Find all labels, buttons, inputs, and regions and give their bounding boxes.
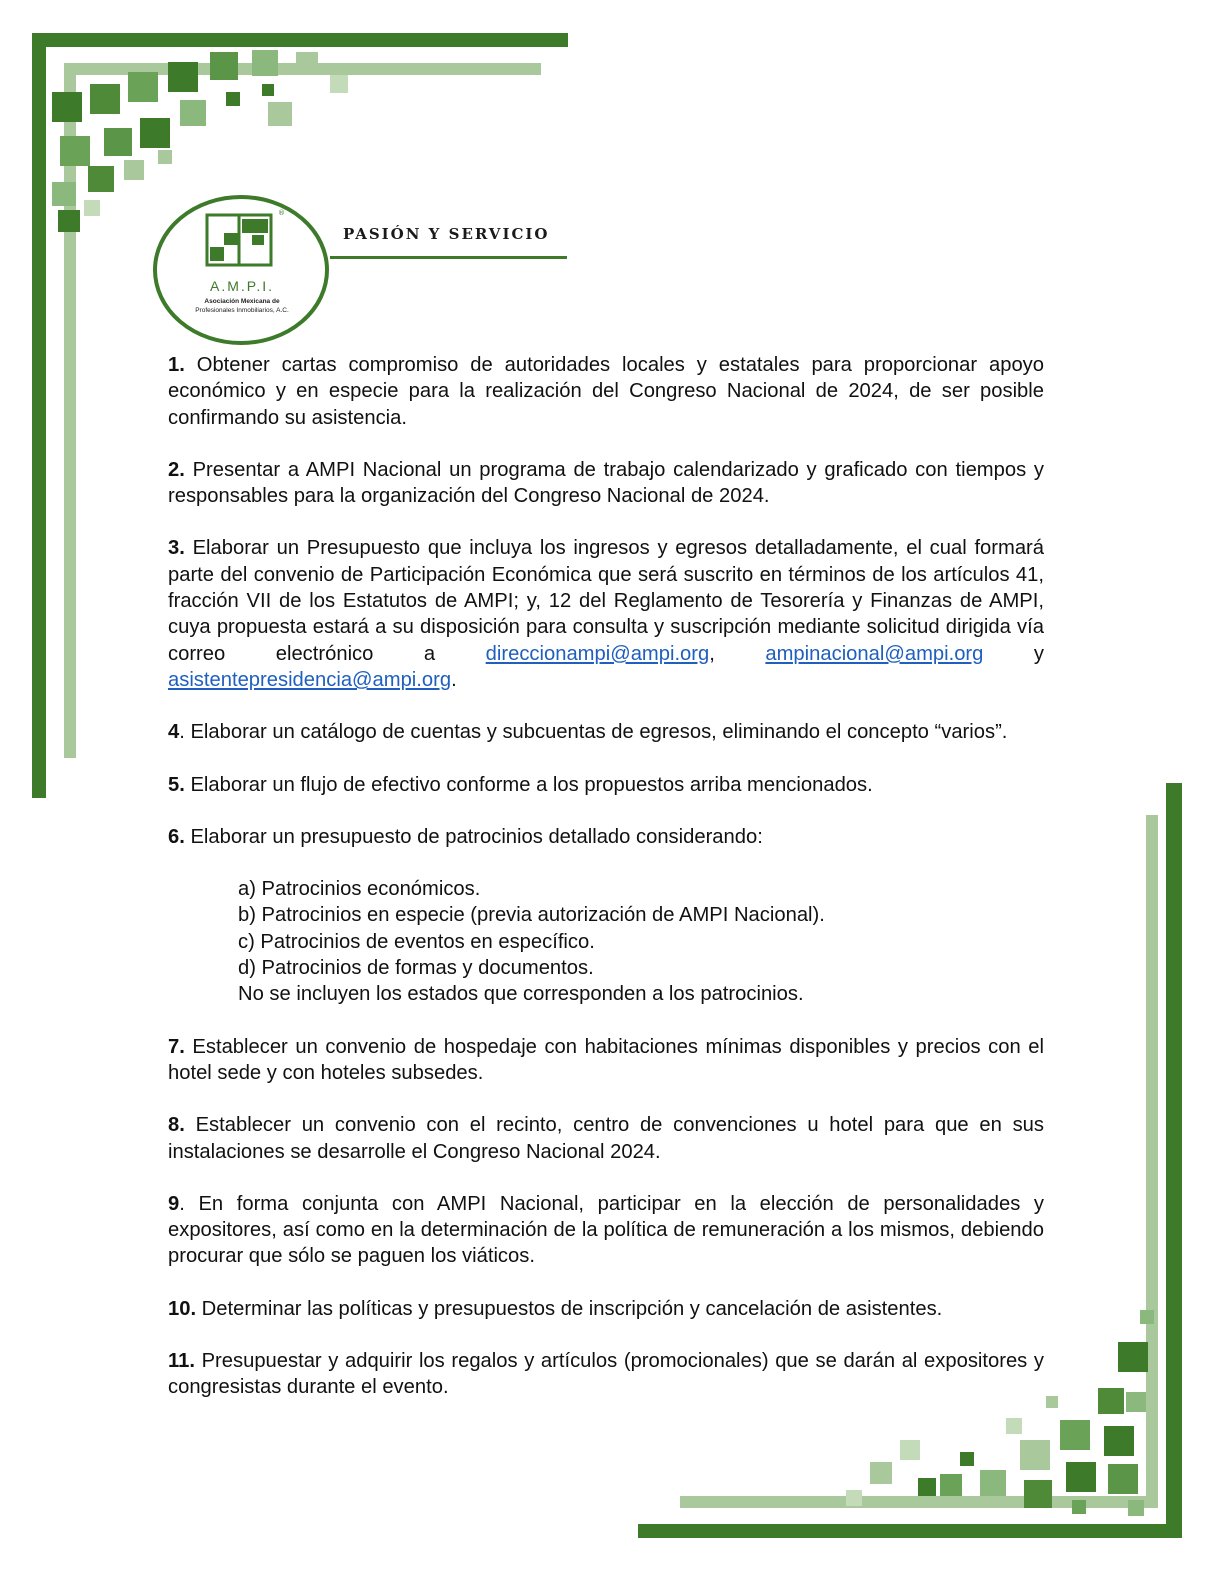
decor-square (1066, 1462, 1096, 1492)
sponsorship-note: No se incluyen los estados que corresponden a los patrocinios. (238, 983, 804, 1006)
ampi-logo (152, 193, 332, 347)
item-text: Obtener cartas compromiso de autoridades locales y estatales para proporcionar apoyo económico y en especie para la realización del Congreso Nacional de 2024, de ser posible confirmando su asistencia. (168, 354, 1044, 429)
decor-square (88, 166, 114, 192)
decor-square (330, 75, 348, 93)
decor-square (1020, 1440, 1050, 1470)
decor-square (1104, 1426, 1134, 1456)
decor-square (1072, 1500, 1086, 1514)
sponsorship-list (168, 876, 1044, 1007)
slogan-underline (330, 256, 567, 259)
separator: y (983, 642, 1045, 665)
document-body (168, 352, 1044, 1427)
decor-square (1046, 1396, 1058, 1408)
item-number: 7. (168, 1035, 185, 1058)
decor-square (846, 1490, 862, 1506)
decor-square (900, 1440, 920, 1460)
email-link-asistente[interactable]: asistentepresidencia@ampi.org (168, 668, 452, 691)
frame-bar (32, 33, 46, 798)
decor-square (1108, 1464, 1138, 1494)
decor-square (104, 128, 132, 156)
decor-square (1140, 1310, 1154, 1324)
decor-square (210, 52, 238, 80)
item-number: 10. (168, 1297, 197, 1320)
item-number: 9 (168, 1192, 180, 1215)
item-text: Determinar las políticas y presupuestos de inscripción y cancelación de asistentes. (196, 1297, 943, 1320)
sponsorship-item: d) Patrocinios de formas y documentos. (238, 957, 594, 980)
list-item (168, 719, 1044, 745)
decor-square (296, 52, 318, 74)
decor-square (124, 160, 144, 180)
item-number: 11. (168, 1350, 195, 1373)
logo-subtitle-line1: Asociación Mexicana de (204, 298, 280, 305)
decor-square (1118, 1342, 1148, 1372)
item-number: 5. (168, 773, 185, 796)
item-text: Elaborar un Presupuesto que incluya los ingresos y egresos detalladamente, el cual formará parte del convenio de Participación Económica que será suscrito en términos de los artículos 41, fracción VII de los Estatutos de AMPI; y, 12 del Reglamento de Tesorería y Finanzas de AMPI, cuya propuesta estará a su disposición para consulta y suscripción mediante solicitud dirigida vía correo electrónico a (168, 537, 1044, 665)
decor-square (960, 1452, 974, 1466)
registered-mark: ® (278, 209, 285, 217)
frame-bar (1166, 783, 1182, 1538)
decor-square (1024, 1480, 1052, 1508)
period: . (451, 668, 457, 691)
decor-square (226, 92, 240, 106)
sponsorship-item: a) Patrocinios económicos. (238, 878, 481, 901)
item-text: . En forma conjunta con AMPI Nacional, participar en la elección de personalidades y expositores, así como en la determinación de la política de remuneración a los mismos, debiendo procurar que sólo se paguen los viáticos. (168, 1192, 1044, 1268)
item-text: . Elaborar un catálogo de cuentas y subcuentas de egresos, eliminando el concepto “varios”. (179, 721, 1008, 744)
decor-square (52, 92, 82, 122)
email-link-direccion[interactable]: direccionampi@ampi.org (485, 642, 710, 665)
logo-name: A.M.P.I. (210, 278, 274, 294)
frame-bar (64, 63, 76, 758)
item-text: Establecer un convenio de hospedaje con habitaciones mínimas disponibles y precios con el hotel sede y con hoteles subsedes. (168, 1035, 1044, 1084)
decor-square (168, 62, 198, 92)
list-item (168, 1034, 1044, 1087)
decor-square (262, 84, 274, 96)
separator: , (709, 642, 766, 665)
list-item (168, 457, 1044, 510)
decor-square (140, 118, 170, 148)
ampi-logo-graphic (152, 193, 332, 347)
decor-square (180, 100, 206, 126)
slogan: PASIÓN Y SERVICIO (343, 225, 550, 243)
decor-square (58, 210, 80, 232)
sponsorship-item: b) Patrocinios en especie (previa autorización de AMPI Nacional). (238, 904, 825, 927)
decor-square (870, 1462, 892, 1484)
decor-square (1098, 1388, 1124, 1414)
list-item (168, 1112, 1044, 1165)
item-number: 3. (168, 537, 185, 560)
list-item (168, 772, 1044, 798)
decor-square (252, 50, 278, 76)
frame-bar (638, 1524, 1182, 1538)
frame-bar (32, 33, 568, 47)
item-text: Elaborar un presupuesto de patrocinios detallado considerando: (184, 825, 763, 848)
item-text: Presupuestar y adquirir los regalos y artículos (promocionales) que se darán al expositores y congresistas durante el evento. (168, 1350, 1044, 1399)
item-text: Elaborar un flujo de efectivo conforme a los propuestos arriba mencionados. (184, 773, 873, 796)
item-number: 4 (168, 721, 180, 744)
list-item (168, 352, 1044, 431)
item-text: Presentar a AMPI Nacional un programa de trabajo calendarizado y graficado con tiempos y responsables para la organización del Congreso Nacional de 2024. (168, 458, 1044, 508)
decor-square (1128, 1500, 1144, 1516)
logo-subtitle-line2: Profesionales Inmobiliarios, A.C. (195, 307, 289, 314)
frame-bar (680, 1496, 1158, 1508)
item-number: 8. (168, 1114, 185, 1137)
item-number: 1. (168, 354, 185, 376)
sponsorship-item: c) Patrocinios de eventos en específico. (238, 930, 595, 953)
item-number: 2. (168, 458, 185, 481)
decor-square (84, 200, 100, 216)
decor-square (940, 1474, 962, 1496)
item-number: 6. (168, 825, 185, 848)
decor-square (60, 136, 90, 166)
decor-square (268, 102, 292, 126)
list-item (168, 1191, 1044, 1270)
item-text: Establecer un convenio con el recinto, centro de convenciones u hotel para que en sus instalaciones se desarrolle el Congreso Nacional 2024. (168, 1114, 1044, 1163)
decor-square (1060, 1420, 1090, 1450)
decor-square (1126, 1392, 1146, 1412)
frame-bar (1146, 815, 1158, 1508)
email-link-ampinacional[interactable]: ampinacional@ampi.org (765, 642, 984, 665)
decor-square (980, 1470, 1006, 1496)
decor-square (128, 72, 158, 102)
list-item (168, 1296, 1044, 1322)
list-item (168, 824, 1044, 850)
decor-square (52, 182, 76, 206)
list-item (168, 535, 1044, 693)
list-item (168, 1348, 1044, 1401)
decor-square (918, 1478, 936, 1496)
decor-square (90, 84, 120, 114)
decor-square (158, 150, 172, 164)
